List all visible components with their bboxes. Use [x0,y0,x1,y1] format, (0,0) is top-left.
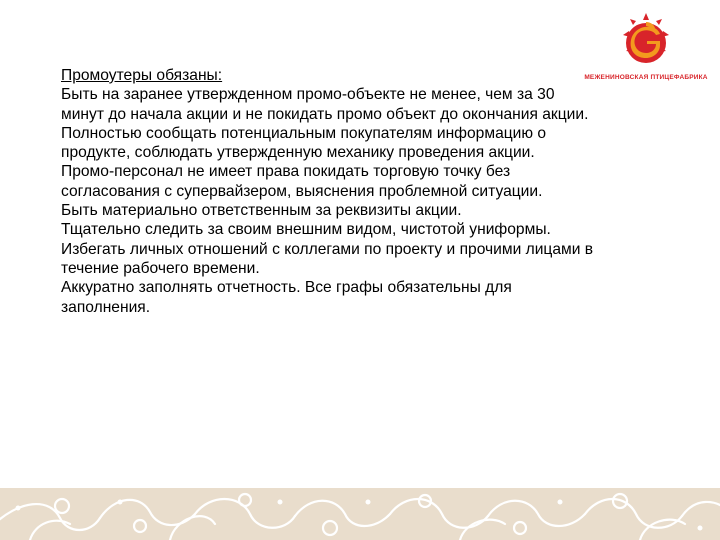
logo-text: МЕЖЕНИНОВСКАЯ ПТИЦЕФАБРИКА [584,74,708,81]
duty-item-7: Аккуратно заполнять отчетность. Все графы обязательны для заполнения. [61,279,512,316]
duty-item-3: Промо-персонал не имеет права покидать торговую точку без согласования с супервайзером, выяснения проблемной ситуации. [61,163,543,200]
duty-item-5: Тщательно следить за своим внешним видом, чистотой униформы. [61,221,551,239]
text-block [61,66,601,317]
floral-ornament-band [0,488,720,540]
duty-item-6: Избегать личных отношений с коллегами по проекту и прочими лицами в течение рабочего времени. [61,240,594,277]
duty-item-4: Быть материально ответственным за реквизиты акции. [61,202,462,220]
duty-item-1: Быть на заранее утвержденном промо-объекте не менее, чем за 30 минут до начала акции и не покидать промо объект до окончания акции. [61,86,589,123]
heading: Промоутеры обязаны: [61,67,223,84]
g-letter-sun-logo-icon [618,10,674,72]
duty-item-2: Полностью сообщать потенциальным покупателям информацию о продукте, соблюдать утвержденную механику проведения акции. [61,124,547,162]
